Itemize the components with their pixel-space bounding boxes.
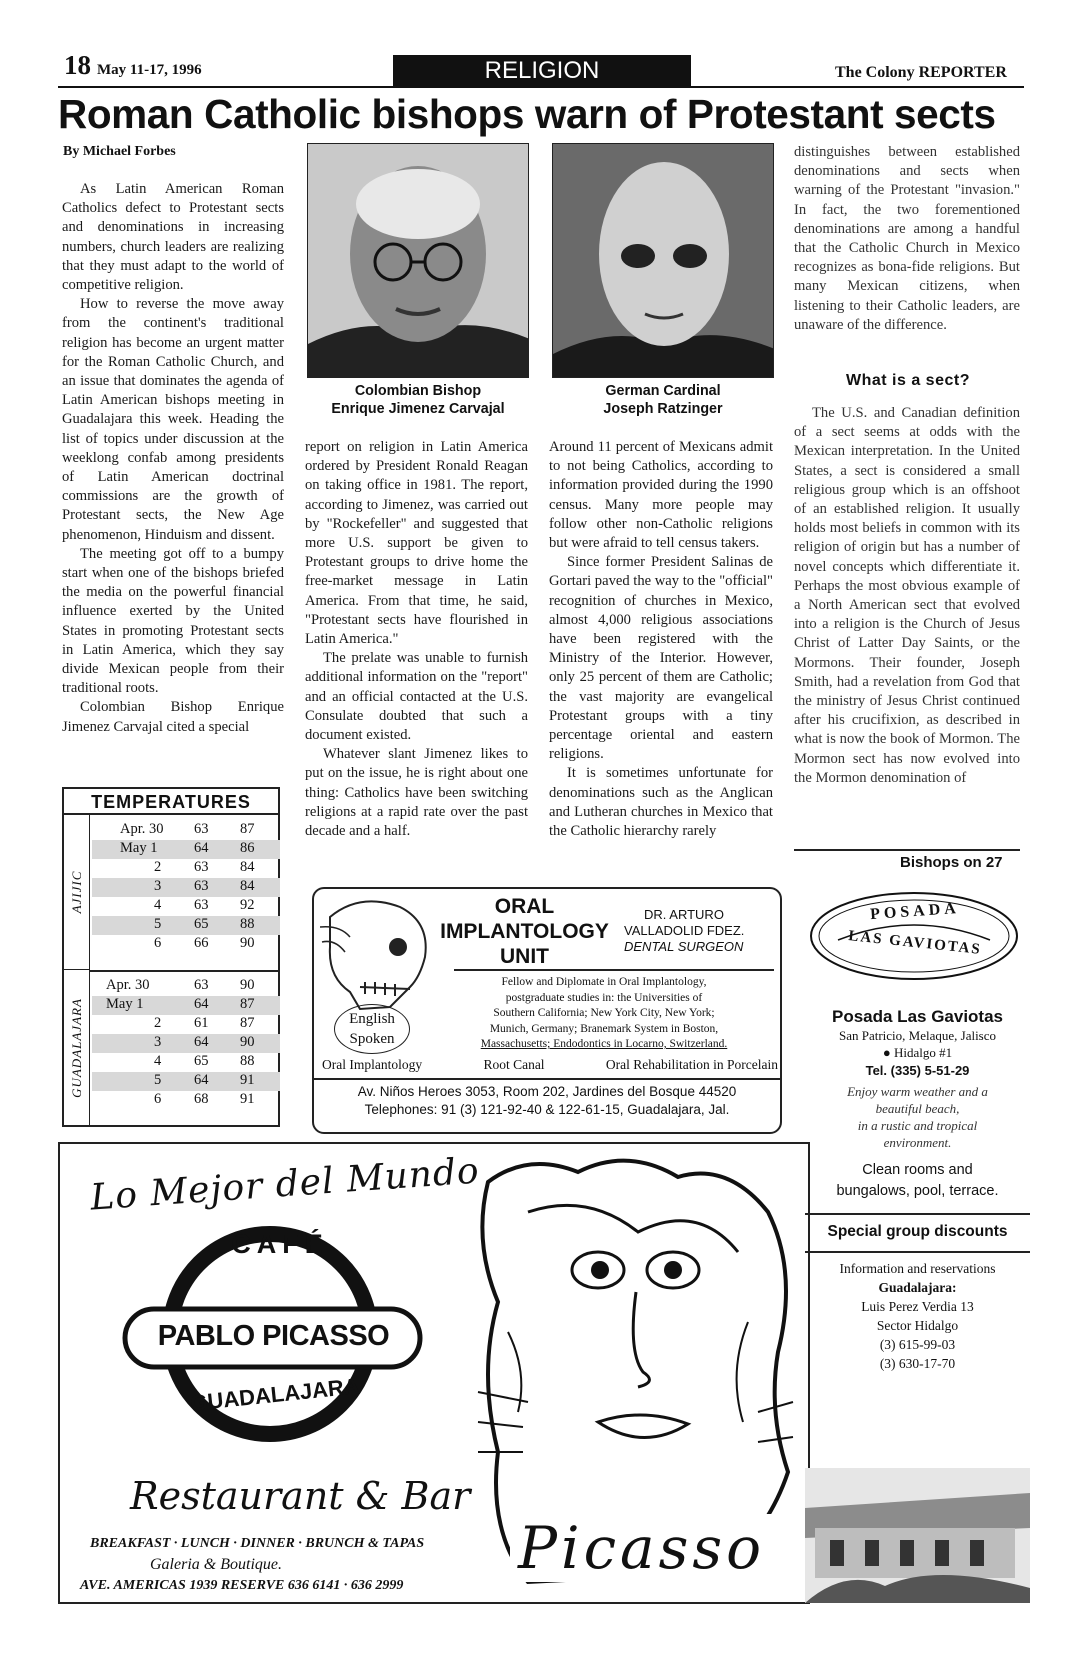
temp-high: 87: [240, 996, 255, 1012]
title-line: ORAL: [494, 895, 555, 918]
temp-row: [92, 859, 280, 878]
temp-low: 68: [194, 1091, 209, 1107]
tagline-line: environment.: [883, 1135, 952, 1150]
issue-date: May 11-17, 1996: [97, 62, 202, 78]
cafe-name: PABLO PICASSO: [157, 1320, 390, 1352]
city-label-guadalajara: [64, 970, 90, 1125]
temp-row: [92, 977, 280, 996]
temp-high: 90: [240, 935, 255, 951]
doctor-line: DR. ARTURO: [644, 907, 724, 922]
temp-low: 64: [194, 840, 209, 856]
temp-row: [92, 821, 280, 840]
tagline-line: Enjoy warm weather and a: [847, 1084, 988, 1099]
temp-day: 4: [154, 1053, 162, 1069]
credential-line: Massachusetts; Endodontics in Locarno, Switzerland.: [480, 1038, 728, 1050]
service-item: Root Canal: [483, 1057, 545, 1072]
photo-caption-ratzinger: [552, 382, 774, 418]
temp-row: [92, 878, 280, 897]
cafe-city: GUADALAJARA: [189, 1373, 361, 1416]
temp-low: 63: [194, 859, 209, 875]
temp-high: 87: [240, 821, 255, 837]
feature-line: Clean rooms and: [862, 1162, 973, 1178]
gallery: Galeria & Boutique.: [150, 1556, 282, 1573]
title-line: UNIT: [500, 945, 549, 968]
skull-illustration: [320, 897, 445, 1017]
temp-day: 6: [154, 1091, 162, 1107]
script-restaurant: Restaurant & Bar: [130, 1474, 471, 1518]
paragraph: report on religion in Latin America ordered by President Ronald Reagan on taking office in 1981. The report, according to Jimenez, was carried out by "Rockefeller" and suggested that more U.S. support be given to Protestant groups to drive home the free-market message in Latin America. From that time, he said, "Protestant sects have flourished in Latin America.": [305, 439, 528, 648]
temp-day: 6: [154, 935, 162, 951]
doctor-name: [624, 907, 774, 955]
temp-row: [92, 935, 280, 954]
temp-high: 91: [240, 1072, 255, 1088]
contact-line: Sector Hidalgo: [876, 1318, 959, 1333]
temp-day: 3: [154, 878, 162, 894]
temp-low: 64: [194, 1034, 209, 1050]
temp-day: 2: [154, 1015, 162, 1031]
ad-oral-implantology: [312, 887, 782, 1134]
temp-low: 63: [194, 977, 209, 993]
subhead: What is a sect?: [846, 372, 970, 389]
article-column-1: [62, 180, 284, 737]
feature-line: bungalows, pool, terrace.: [836, 1183, 999, 1199]
posada-street: [805, 1044, 1030, 1061]
tagline-line: beautiful beach,: [875, 1101, 960, 1116]
temp-low: 66: [194, 935, 209, 951]
divider: [314, 1078, 780, 1080]
posada-features: [805, 1160, 1030, 1202]
contact-line: (3) 630-17-70: [879, 1356, 956, 1371]
title-line: IMPLANTOLOGY: [440, 920, 609, 943]
temp-low: 63: [194, 821, 209, 837]
credentials: [434, 975, 774, 1053]
article-column-4b: [794, 404, 1020, 788]
temp-row: [92, 1015, 280, 1034]
temp-row: [92, 1034, 280, 1053]
paragraph: The meeting got off to a bumpy start when one of the bishops briefed the media on the powerful financial influence exerted by the United States in promoting Protestant sects in Latin America, which they say divide Mexican people from their traditional roots.: [62, 545, 284, 697]
jump-rule: [794, 849, 1020, 851]
contact-line: Luis Perez Verdia 13: [861, 1299, 974, 1314]
contact: [314, 1083, 780, 1119]
tagline-line: in a rustic and tropical: [857, 1118, 978, 1133]
divider: [805, 1213, 1030, 1215]
caption-line: German Cardinal: [605, 383, 721, 399]
ad-phones: Telephones: 91 (3) 121-92-40 & 122-61-15, Guadalajara, Jal.: [364, 1102, 730, 1117]
reservations: [805, 1259, 1030, 1373]
temp-low: 65: [194, 1053, 209, 1069]
info-city: Guadalajara:: [878, 1280, 957, 1295]
paragraph: How to reverse the move away from the continent's traditional religion has become an urgent matter for the Roman Catholic Church, and an issue that dominates the agenda of Latin American bishops meeting in Guadalajara this week. Heading the list of topics under discussion at the weeklong confab among presidents of Latin American doctrinal commissions are the growth of Protestant sects, the New Age phenomenon, Hinduism and dissent.: [62, 296, 284, 543]
script-slogan: Lo Mejor del Mundo: [89, 1150, 481, 1219]
temp-day: 2: [154, 859, 162, 875]
photo-caption-jimenez: [307, 382, 529, 418]
temp-high: 84: [240, 878, 255, 894]
paragraph: Whatever slant Jimenez likes to put on the issue, he is right about one thing: Catholics have been switching religions at a rapid rate over the past decade and a half.: [305, 746, 528, 840]
temp-low: 64: [194, 996, 209, 1012]
credential-line: Southern California; New York City, New York;: [493, 1007, 715, 1019]
street-text: Hidalgo #1: [893, 1045, 953, 1060]
photo-jimenez: [307, 143, 529, 378]
temp-row: [92, 916, 280, 935]
temp-row: [92, 996, 280, 1015]
doctor-title: DENTAL SURGEON: [624, 939, 744, 954]
city-name: GUADALAJARA: [68, 997, 84, 1098]
ad-title: [432, 894, 617, 969]
temp-day: 3: [154, 1034, 162, 1050]
temp-day: Apr. 30: [120, 821, 164, 837]
posada-contact: [805, 1007, 1030, 1080]
portrait-jimenez: [308, 144, 529, 378]
temp-low: 63: [194, 897, 209, 913]
doctor-line: VALLADOLID FDEZ.: [624, 923, 745, 938]
caption-line: Enrique Jimenez Carvajal: [331, 401, 505, 417]
badge-line: English: [349, 1011, 395, 1027]
page-number: 18: [64, 50, 91, 80]
meals: BREAKFAST · LUNCH · DINNER · BRUNCH & TAPAS: [90, 1536, 425, 1551]
caption-line: Joseph Ratzinger: [603, 401, 723, 417]
city-label-ajijic: [64, 815, 90, 970]
credential-line: Fellow and Diplomate in Oral Implantology,: [501, 976, 707, 988]
portrait-ratzinger: [553, 144, 774, 378]
ad-cafe-pablo-picasso: [58, 1142, 810, 1604]
group-discounts: Special group discounts: [827, 1223, 1008, 1240]
paragraph: The U.S. and Canadian definition of a sect seems at odds with the Mexican interpretation. In the United States, a sect is considered a small religious group which is an offshoot of an established religion. It usually holds most beliefs in common with its religion of origin but has a number of novel concepts which differentiate it. Perhaps the most obvious example of a North American sect that evolved into a religion is the Church of Jesus Christ of Latter Day Saints, or the Mormons. Their founder, Joseph Smith, had a revelation from God that the ministry of Jesus Christ continued after his crucifixion, as described in what is now the book of Mormon. The Mormon sect has now evolved into the Mormon denomination of: [794, 405, 1020, 786]
page-date: [64, 50, 202, 81]
temp-day: 5: [154, 1072, 162, 1088]
temp-day: May 1: [106, 996, 144, 1012]
paragraph: As Latin American Roman Catholics defect to Protestant sects and denominations in increasing numbers, church leaders are realizing that they must adapt to the world of competitive religion.: [62, 181, 284, 294]
picasso-signature: Picasso: [510, 1514, 773, 1582]
divider: [805, 1251, 1030, 1253]
bullet-icon: ●: [882, 1045, 894, 1060]
temp-high: 90: [240, 977, 255, 993]
badge-line: Spoken: [349, 1031, 395, 1047]
posada-name: Posada Las Gaviotas: [831, 1007, 1004, 1026]
paragraph: Around 11 percent of Mexicans admit to not being Catholics, according to information provided during the 1990 census. Many more people may follow other non-Catholic religions but were afraid to tell census takers.: [549, 439, 773, 552]
cafe-address: AVE. AMERICAS 1939 RESERVE 636 6141 · 636 2999: [80, 1578, 404, 1593]
headline: Roman Catholic bishops warn of Protestant sects: [58, 91, 996, 137]
caption-line: Colombian Bishop: [354, 383, 482, 399]
temp-day: May 1: [120, 840, 158, 856]
info-line: Information and reservations: [839, 1261, 996, 1276]
cafe-label: CAFÉ: [231, 1229, 329, 1259]
contact-line: (3) 615-99-03: [879, 1337, 956, 1352]
temp-row: [92, 840, 280, 859]
paragraph: distinguishes between established denominations and sects when warning of the Protestant "invasion." In fact, the two forementioned denominations are among a handful that the Catholic Church in Mexico recognizes as bona-fide religions. But many Mexican citizens, when listening to their Catholic leaders, are unaware of the difference.: [794, 144, 1020, 333]
temp-low: 61: [194, 1015, 209, 1031]
service-item: Oral Rehabilitation in Porcelain: [605, 1057, 778, 1072]
posada-location: San Patricio, Melaque, Jalisco: [838, 1028, 997, 1043]
posada-tagline: [805, 1083, 1030, 1151]
jump-line: Bishops on 27: [900, 854, 1003, 871]
temperatures-box: [62, 787, 280, 1127]
posada-tel: Tel. (335) 5-51-29: [865, 1063, 970, 1078]
temp-low: 65: [194, 916, 209, 932]
byline: By Michael Forbes: [63, 144, 176, 159]
article-column-4: [794, 143, 1020, 335]
temp-high: 87: [240, 1015, 255, 1031]
header-rule: [58, 86, 1024, 88]
paper-name: The Colony REPORTER: [835, 64, 1007, 81]
article-column-2: [305, 438, 528, 841]
temp-high: 84: [240, 859, 255, 875]
paragraph: Colombian Bishop Enrique Jimenez Carvajal cited a special: [62, 699, 284, 735]
ad-address: Av. Niños Heroes 3053, Room 202, Jardines del Bosque 44520: [357, 1084, 737, 1099]
temp-high: 86: [240, 840, 255, 856]
hotel-photo: [805, 1468, 1030, 1603]
temp-high: 92: [240, 897, 255, 913]
temp-low: 63: [194, 878, 209, 894]
temp-day: 4: [154, 897, 162, 913]
photo-ratzinger: [552, 143, 774, 378]
section-banner: RELIGION: [393, 55, 691, 87]
logo-top-text: POSADA: [869, 899, 961, 924]
divider: [454, 969, 774, 971]
english-spoken-badge: [334, 1004, 410, 1054]
temp-low: 64: [194, 1072, 209, 1088]
service-item: Oral Implantology: [322, 1057, 423, 1072]
temp-high: 90: [240, 1034, 255, 1050]
paragraph: It is sometimes unfortunate for denominations such as the Anglican and Lutheran churches in Mexico that the Catholic hierarchy rarely: [549, 765, 773, 840]
credential-line: postgraduate studies in: the Universities of: [505, 991, 703, 1004]
temp-high: 88: [240, 916, 255, 932]
temp-day: Apr. 30: [106, 977, 150, 993]
temp-row: [92, 1072, 280, 1091]
temp-high: 88: [240, 1053, 255, 1069]
temp-day: 5: [154, 916, 162, 932]
article-column-3: [549, 438, 773, 841]
divider: [90, 970, 278, 972]
city-name: AJIJIC: [68, 870, 84, 914]
logo-bottom-text: LAS GAVIOTAS: [847, 928, 983, 958]
paragraph: Since former President Salinas de Gortari paved the way to the "official" recognition of churches in Mexico, almost 4,000 religious associations have been registered with the Ministry of the Interior. However, only 25 percent of them are Catholic; the vast majority are evangelical Protestant groups with a tiny percentage oriental and eastern religions.: [549, 554, 773, 763]
paragraph: The prelate was unable to furnish additional information on the "report" and an official contacted at the U.S. Consulate doubted that such a document existed.: [305, 650, 528, 744]
temp-row: [92, 1053, 280, 1072]
temp-row: [92, 897, 280, 916]
temp-high: 91: [240, 1091, 255, 1107]
temp-row: [92, 1091, 280, 1110]
credential-line: Munich, Germany; Branemark System in Boston,: [489, 1022, 719, 1035]
ad-posada-las-gaviotas: [805, 885, 1030, 1605]
services-list: [322, 1057, 778, 1073]
temperatures-title: TEMPERATURES: [64, 789, 278, 815]
